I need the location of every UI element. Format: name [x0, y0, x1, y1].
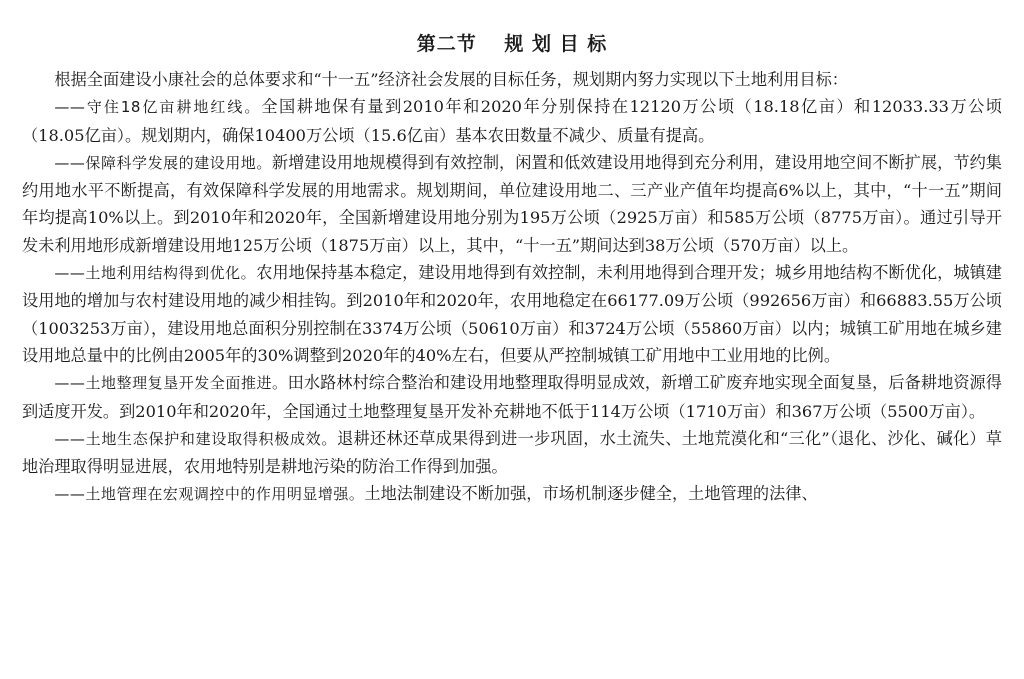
goal-body: 土地法制建设不断加强，市场机制逐步健全，土地管理的法律、 — [364, 484, 818, 504]
goal-paragraph-land-structure — [22, 259, 1002, 369]
intro-paragraph: 根据全面建设小康社会的总体要求和“十一五”经济社会发展的目标任务，规划期内努力实现以下土地利用目标： — [54, 70, 848, 89]
goal-paragraph-land-consolidation — [22, 369, 1002, 425]
goal-paragraph-farmland — [22, 93, 1002, 149]
goal-heading: ——土地生态保护和建设取得积极成效。 — [54, 429, 338, 448]
goal-heading: ——土地管理在宏观调控中的作用明显增强。 — [54, 485, 365, 504]
goal-paragraph-land-management — [22, 480, 1002, 508]
section-title: 第二节 规 划 目 标 — [416, 33, 608, 55]
goal-heading: ——保障科学发展的建设用地。 — [54, 153, 272, 172]
goal-paragraph-construction-land — [22, 149, 1002, 259]
goal-body: 全国耕地保有量到2010年和2020年分别保持在12120万公顷（18.18亿亩）和12033.33万公顷（18.05亿亩）。规划期内，确保10400万公顷（15.6亿亩）基本农田数量不减少、质量有提高。 — [22, 97, 1002, 145]
goal-paragraph-ecology — [22, 425, 1002, 481]
goal-body: 退耕还林还草成果得到进一步巩固，水土流失、土地荒漠化和“三化”（退化、沙化、碱化）草地治理取得明显进展，农用地特别是耕地污染的防治工作得到加强。 — [22, 428, 1002, 477]
goal-body: 田水路林村综合整治和建设用地整理取得明显成效，新增工矿废弃地实现全面复垦，后备耕地资源得到适度开发。到2010年和2020年，全国通过土地整理复垦开发补充耕地不低于114万公顷（1710万亩）和367万公顷（5500万亩）。 — [22, 373, 1002, 421]
goal-body: 新增建设用地规模得到有效控制，闲置和低效建设用地得到充分利用，建设用地空间不断扩展，节约集约用地水平不断提高，有效保障科学发展的用地需求。规划期间，单位建设用地二、三产业产值年均提高6%以上，其中，“十一五”期间年均提高10%以上。到2010年和2020年，全国新增建设用地分别为195万公顷（2925万亩）和585万公顷（8775万亩）。通过引导开发未利用地形成新增建设用地125万公顷（1875万亩）以上，其中，“十一五”期间达到38万公顷（570万亩）以上。 — [22, 152, 1002, 255]
goal-heading: ——土地整理复垦开发全面推进。 — [54, 374, 288, 393]
goal-body: 农用地保持基本稳定，建设用地得到有效控制，未利用地得到合理开发；城乡用地结构不断优化，城镇建设用地的增加与农村建设用地的减少相挂钩。到2010年和2020年，农用地稳定在66177.09万公顷（992656万亩）和66883.55万公顷（1003253万亩），建设用地总面积分别控制在3374万公顷（50610万亩）和3724万公顷（55860万亩）以内；城镇工矿用地在城乡建设用地总量中的比例由2005年的30%调整到2020年的40%左右，但要从严控制城镇工矿用地中工业用地的比例。 — [22, 263, 1002, 365]
goal-heading: ——土地利用结构得到优化。 — [54, 264, 257, 283]
goal-heading: ——守住18亿亩耕地红线。 — [54, 98, 262, 117]
